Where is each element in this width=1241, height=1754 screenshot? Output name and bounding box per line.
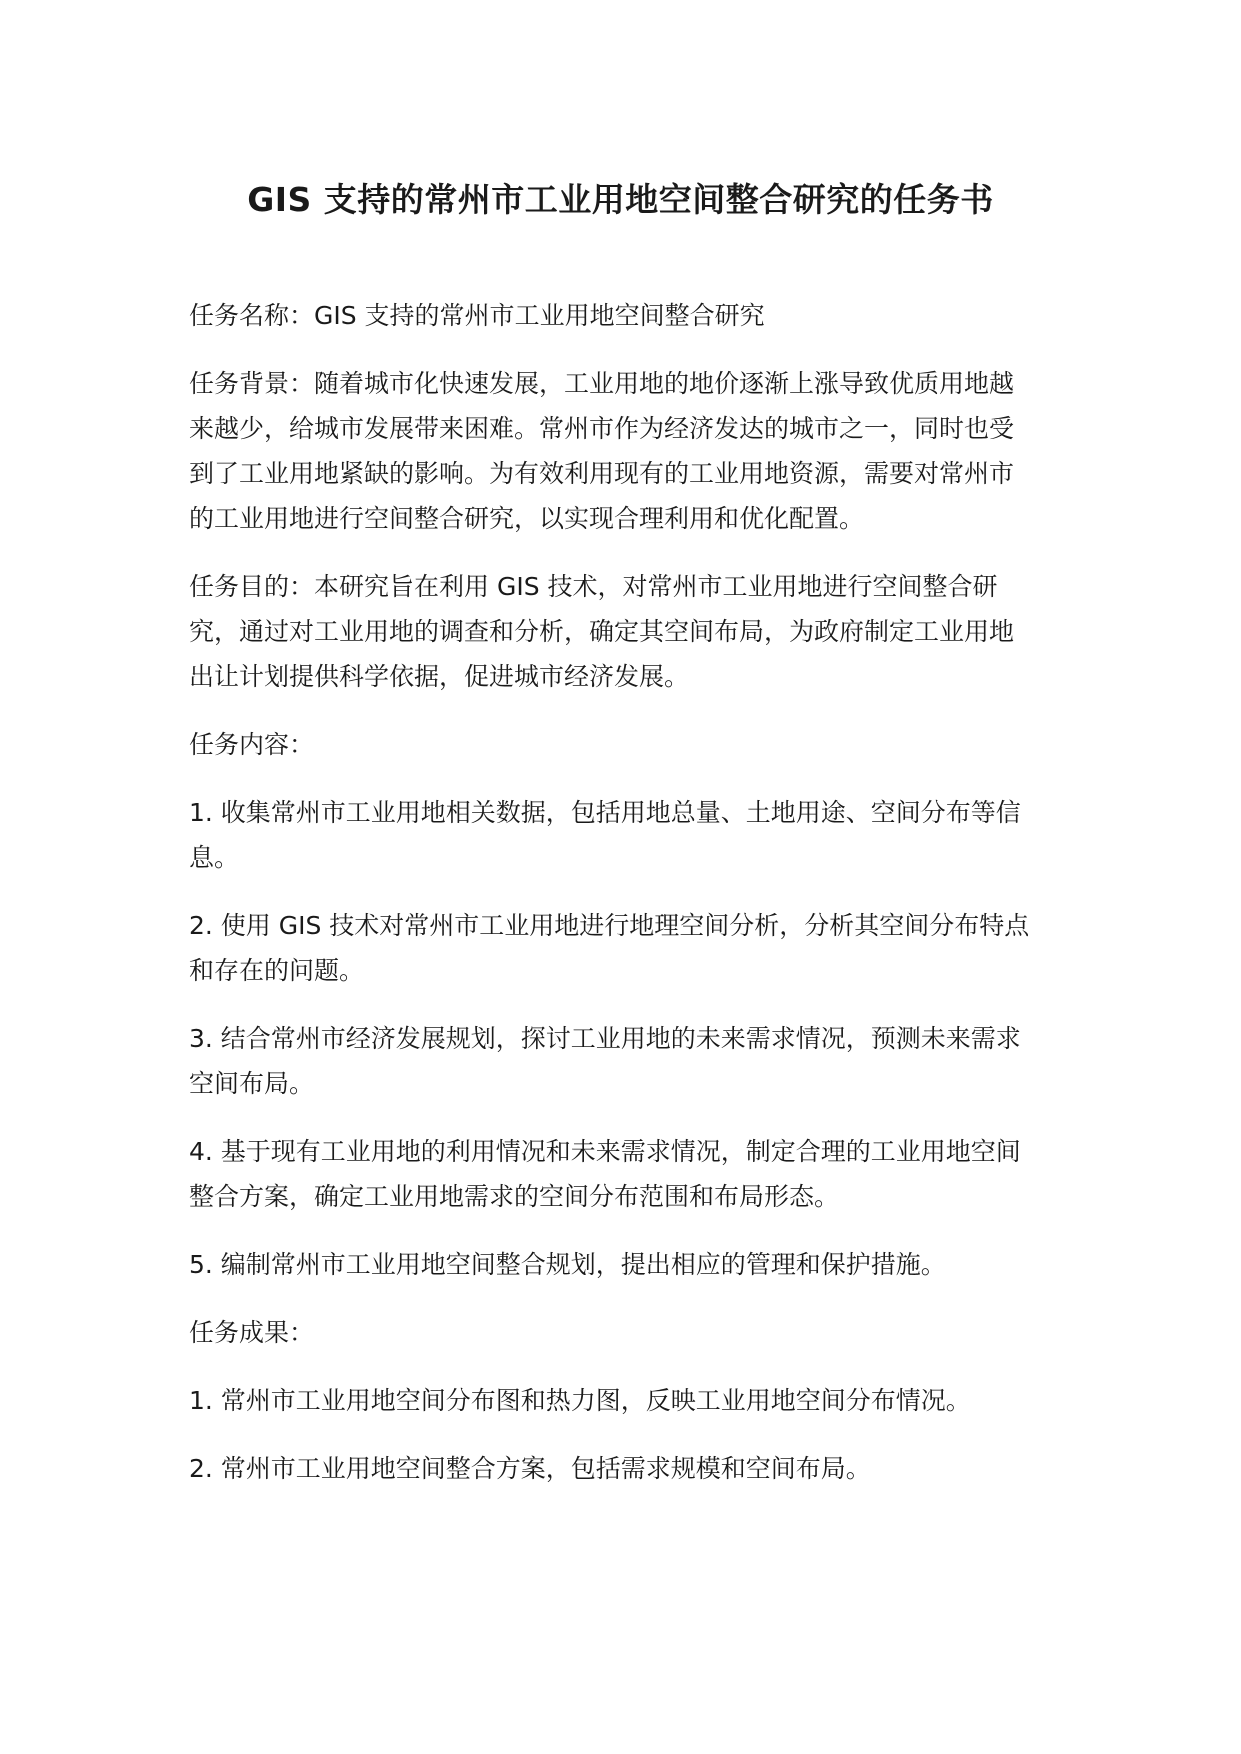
list-item-content-4: 4. 基于现有工业用地的利用情况和未来需求情况，制定合理的工业用地空间整合方案，确定工业用地需求的空间分布范围和布局形态。: [189, 1137, 1021, 1211]
heading-task-results: 任务成果：: [189, 1318, 315, 1347]
paragraph-task-background: 任务背景：随着城市化快速发展，工业用地的地价逐渐上涨导致优质用地越来越少，给城市发展带来困难。常州市作为经济发达的城市之一，同时也受到了工业用地紧缺的影响。为有效利用现有的工业用地资源，需要对常州市的工业用地进行空间整合研究，以实现合理利用和优化配置。: [189, 369, 1015, 533]
paragraph-task-purpose: 任务目的：本研究旨在利用 GIS 技术，对常州市工业用地进行空间整合研究，通过对工业用地的调查和分析，确定其空间布局，为政府制定工业用地出让计划提供科学依据，促进城市经济发展。: [189, 572, 1015, 691]
paragraph-task-name: 任务名称：GIS 支持的常州市工业用地空间整合研究: [189, 301, 765, 330]
list-item-content-1: 1. 收集常州市工业用地相关数据，包括用地总量、土地用途、空间分布等信息。: [189, 798, 1021, 872]
document-title: GIS 支持的常州市工业用地空间整合研究的任务书: [247, 180, 994, 219]
list-item-result-1: 1. 常州市工业用地空间分布图和热力图，反映工业用地空间分布情况。: [189, 1386, 971, 1415]
list-item-content-2: 2. 使用 GIS 技术对常州市工业用地进行地理空间分析，分析其空间分布特点和存在的问题。: [189, 911, 1030, 985]
list-item-content-3: 3. 结合常州市经济发展规划，探讨工业用地的未来需求情况，预测未来需求空间布局。: [189, 1024, 1021, 1098]
heading-task-content: 任务内容：: [189, 730, 315, 759]
list-item-result-2: 2. 常州市工业用地空间整合方案，包括需求规模和空间布局。: [189, 1454, 871, 1483]
list-item-content-5: 5. 编制常州市工业用地空间整合规划，提出相应的管理和保护措施。: [189, 1250, 946, 1279]
document-body: [189, 293, 1035, 1514]
